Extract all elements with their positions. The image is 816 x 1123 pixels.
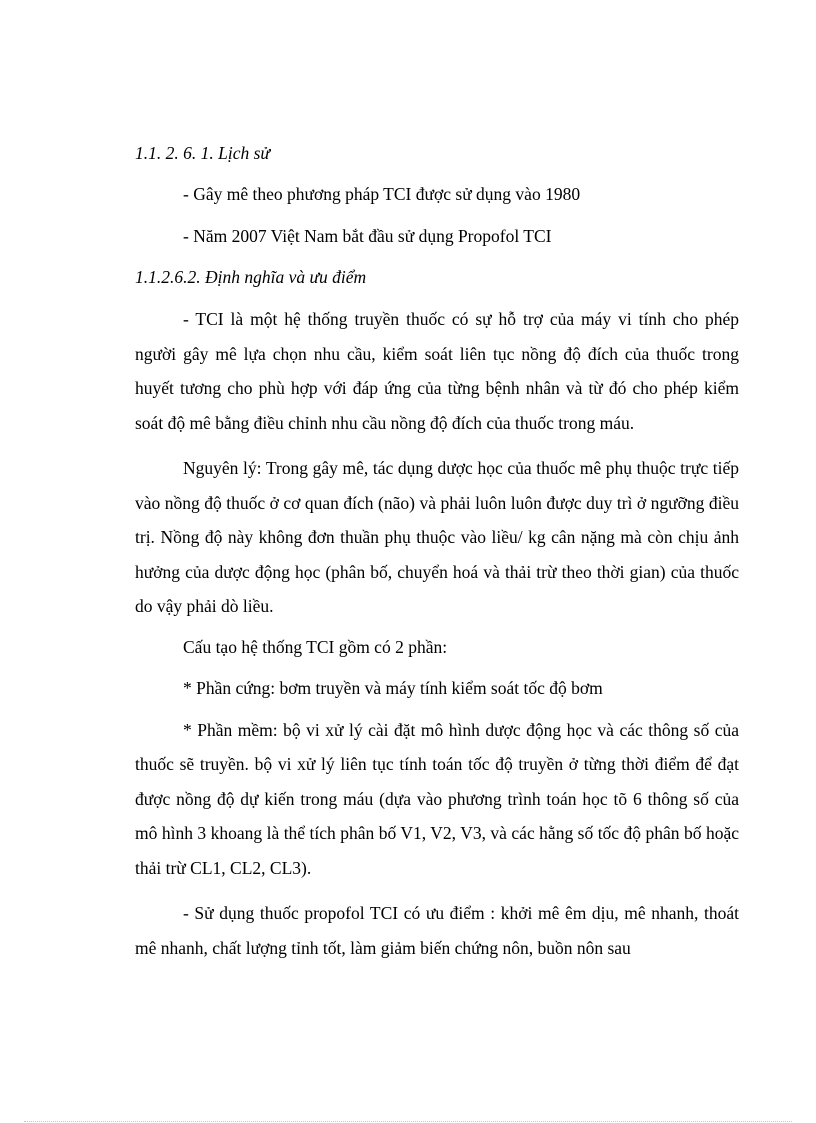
software-paragraph: * Phần mềm: bộ vi xử lý cài đặt mô hình dược động học và các thông số của thuốc sẽ truyền. bộ vi xử lý liên tục tính toán tốc độ truyền ở từng thời điểm để đạt được nồng độ dự kiến trong máu (dựa vào phương trình toán học tõ 6 thông số của mô hình 3 khoang là thể tích phân bố V1, V2, V3, và các hằng số tốc độ phân bố hoặc thải trừ CL1, CL2, CL3). [135,719,739,878]
section-heading-history: 1.1. 2. 6. 1. Lịch sử [135,143,270,163]
advantages-paragraph: - Sử dụng thuốc propofol TCI có ưu điểm : khởi mê êm dịu, mê nhanh, thoát mê nhanh, chất lượng tỉnh tốt, làm giảm biến chứng nôn, buồn nôn sau [135,903,739,958]
section-heading-definition: 1.1.2.6.2. Định nghĩa và ưu điểm [135,267,367,287]
structure-intro: Cấu tạo hệ thống TCI gồm có 2 phần: [183,636,448,657]
document-body [135,140,739,965]
principle-paragraph: Nguyên lý: Trong gây mê, tác dụng dược học của thuốc mê phụ thuộc trực tiếp vào nồng độ thuốc ở cơ quan đích (não) và phải luôn luôn được duy trì ở ngưỡng điều trị. Nồng độ này không đơn thuần phụ thuộc vào liều/ kg cân nặng mà còn chịu ảnh hưởng của dược động học (phân bố, chuyển hoá và thải trừ theo thời gian) của thuốc do vậy phải dò liều. [135,458,739,616]
hardware-item: * Phần cứng: bơm truyền và máy tính kiểm soát tốc độ bơm [183,677,603,698]
history-item-2007: - Năm 2007 Việt Nam bắt đầu sử dụng Propofol TCI [183,226,552,246]
page-bottom-rule [24,1121,792,1122]
history-item-1980: - Gây mê theo phương pháp TCI được sử dụng vào 1980 [183,184,581,204]
definition-paragraph: - TCI là một hệ thống truyền thuốc có sự hỗ trợ của máy vi tính cho phép người gây mê lựa chọn nhu cầu, kiểm soát liên tục nồng độ đích của thuốc trong huyết tương cho phù hợp với đáp ứng của từng bệnh nhân và từ đó cho phép kiểm soát độ mê bằng điều chỉnh nhu cầu nồng độ đích của thuốc trong máu. [135,309,739,433]
